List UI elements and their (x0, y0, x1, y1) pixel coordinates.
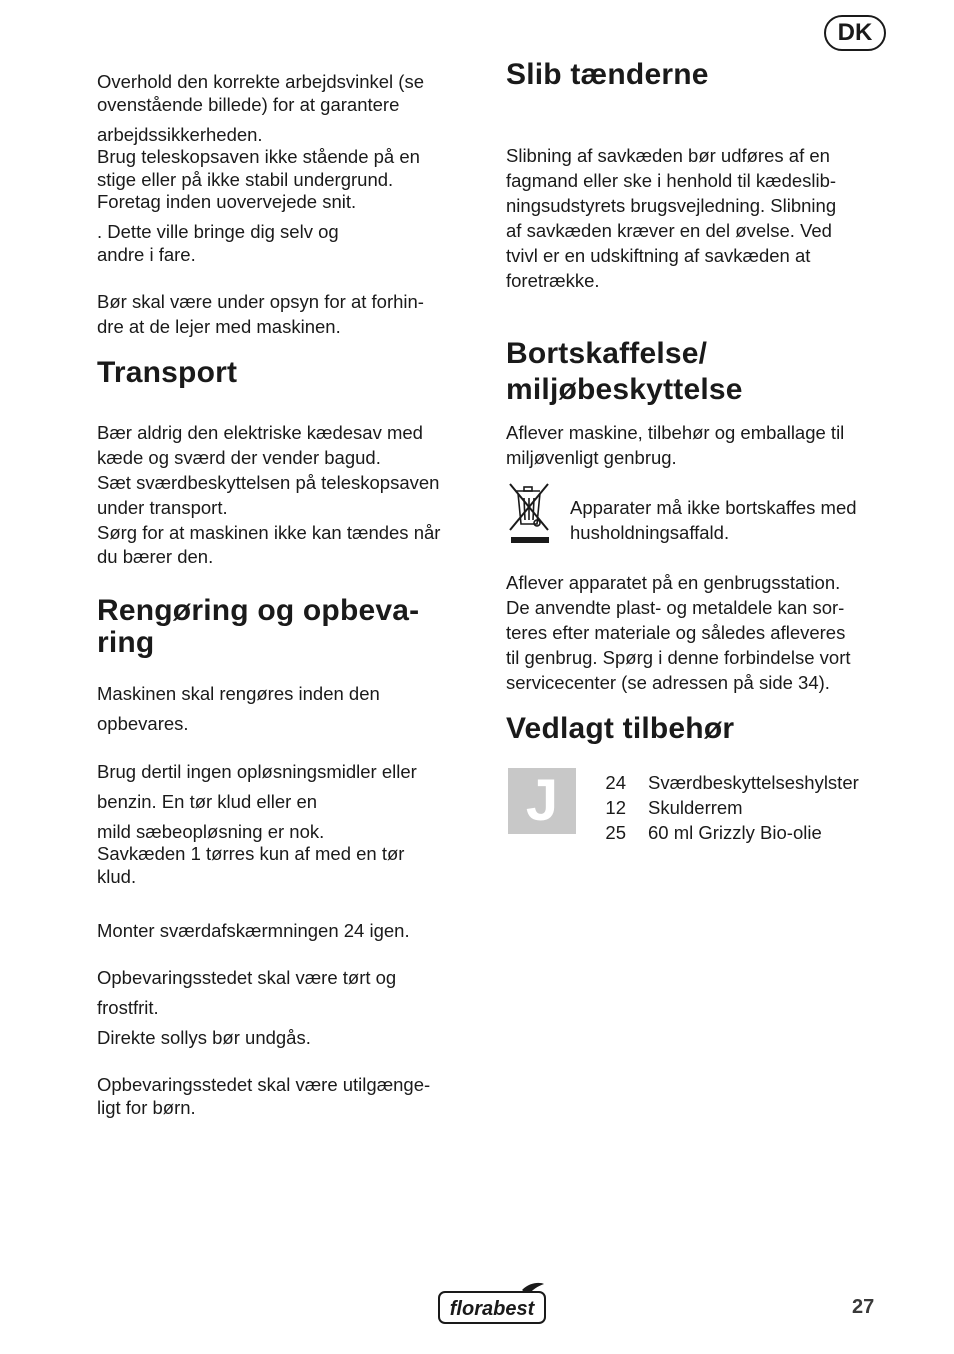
intro-line: ovenstående billede) for at garantere (97, 94, 400, 115)
intro-line: dre at de lejer med maskinen. (97, 316, 341, 337)
sharpen-heading: Slib tænderne (506, 58, 709, 91)
sharpen-line: fagmand eller ske i henhold til kædeslib- (506, 170, 837, 191)
intro-line: Bør skal være under opsyn for at forhin- (97, 291, 424, 312)
weee-line: Apparater må ikke bortskaffes med (570, 497, 857, 518)
accessory-number: 12 (605, 797, 626, 818)
disposal-heading: Bortskaffelse/ (506, 337, 708, 370)
crossed-out-bin-icon (506, 480, 552, 546)
intro-line: andre i fare. (97, 244, 196, 265)
disposal-line: Aflever maskine, tilbehør og emballage til (506, 422, 845, 443)
cleaning-heading: Rengøring og opbeva- (97, 594, 420, 627)
transport-line: Sørg for at maskinen ikke kan tændes når (97, 522, 441, 543)
cleaning-heading: ring (97, 626, 155, 659)
cleaning-line: mild sæbeopløsning er nok. (97, 821, 325, 842)
cleaning-line: benzin. En tør klud eller en (97, 791, 318, 812)
cleaning-line: Direkte sollys bør undgås. (97, 1027, 311, 1048)
disposal-line: til genbrug. Spørg i denne forbindelse vort (506, 647, 851, 668)
transport-line: under transport. (97, 497, 228, 518)
cleaning-line: Savkæden 1 tørres kun af med en tør (97, 843, 405, 864)
transport-line: du bærer den. (97, 546, 214, 567)
intro-line: Overhold den korrekte arbejdsvinkel (se (97, 71, 424, 92)
transport-line: Sæt sværdbeskyttelsen på teleskopsaven (97, 472, 440, 493)
sharpen-line: Slibning af savkæden bør udføres af en (506, 145, 830, 166)
cleaning-line: Opbevaringsstedet skal være utilgænge- (97, 1074, 431, 1095)
cleaning-line: ligt for børn. (97, 1097, 196, 1118)
intro-line: . Dette ville bringe dig selv og (97, 221, 339, 242)
svg-text:florabest: florabest (449, 1298, 535, 1320)
transport-line: Bær aldrig den elektriske kædesav med (97, 422, 423, 443)
page-number: 27 (852, 1296, 875, 1318)
sharpen-line: af savkæden kræver en del øvelse. Ved (506, 220, 832, 241)
intro-line: Foretag inden uovervejede snit. (97, 191, 357, 212)
sharpen-line: ningsudstyrets brugsvejledning. Slibning (506, 195, 837, 216)
cleaning-line: Maskinen skal rengøres inden den (97, 683, 380, 704)
accessory-figure-label: J (508, 768, 576, 834)
florabest-logo (436, 1282, 548, 1326)
disposal-heading: miljøbeskyttelse (506, 373, 743, 406)
disposal-line: Aflever apparatet på en genbrugsstation. (506, 572, 841, 593)
sharpen-line: foretrække. (506, 270, 600, 291)
cleaning-line: Monter sværdafskærmningen 24 igen. (97, 920, 410, 941)
intro-line: arbejdssikkerheden. (97, 124, 263, 145)
disposal-line: miljøvenligt genbrug. (506, 447, 677, 468)
language-badge: DK (824, 15, 886, 51)
transport-line: kæde og sværd der vender bagud. (97, 447, 381, 468)
disposal-line: servicecenter (se adressen på side 34). (506, 672, 830, 693)
cleaning-line: opbevares. (97, 713, 189, 734)
sharpen-line: tvivl er en udskiftning af savkæden at (506, 245, 811, 266)
intro-line: stige eller på ikke stabil undergrund. (97, 169, 394, 190)
accessory-number: 25 (605, 822, 626, 843)
accessory-label: 60 ml Grizzly Bio-olie (648, 822, 822, 843)
cleaning-line: frostfrit. (97, 997, 159, 1018)
accessory-label: Skulderrem (648, 797, 743, 818)
weee-line: husholdningsaffald. (570, 522, 730, 543)
transport-heading: Transport (97, 356, 238, 389)
disposal-line: teres efter materiale og således afleveres (506, 622, 846, 643)
intro-line: Brug teleskopsaven ikke stående på en (97, 146, 420, 167)
accessory-label: Sværdbeskyttelseshylster (648, 772, 859, 793)
disposal-line: De anvendte plast- og metaldele kan sor- (506, 597, 845, 618)
cleaning-line: Opbevaringsstedet skal være tørt og (97, 967, 397, 988)
accessory-number: 24 (605, 772, 626, 793)
accessories-heading: Vedlagt tilbehør (506, 712, 735, 745)
cleaning-line: Brug dertil ingen opløsningsmidler eller (97, 761, 417, 782)
cleaning-line: klud. (97, 866, 137, 887)
